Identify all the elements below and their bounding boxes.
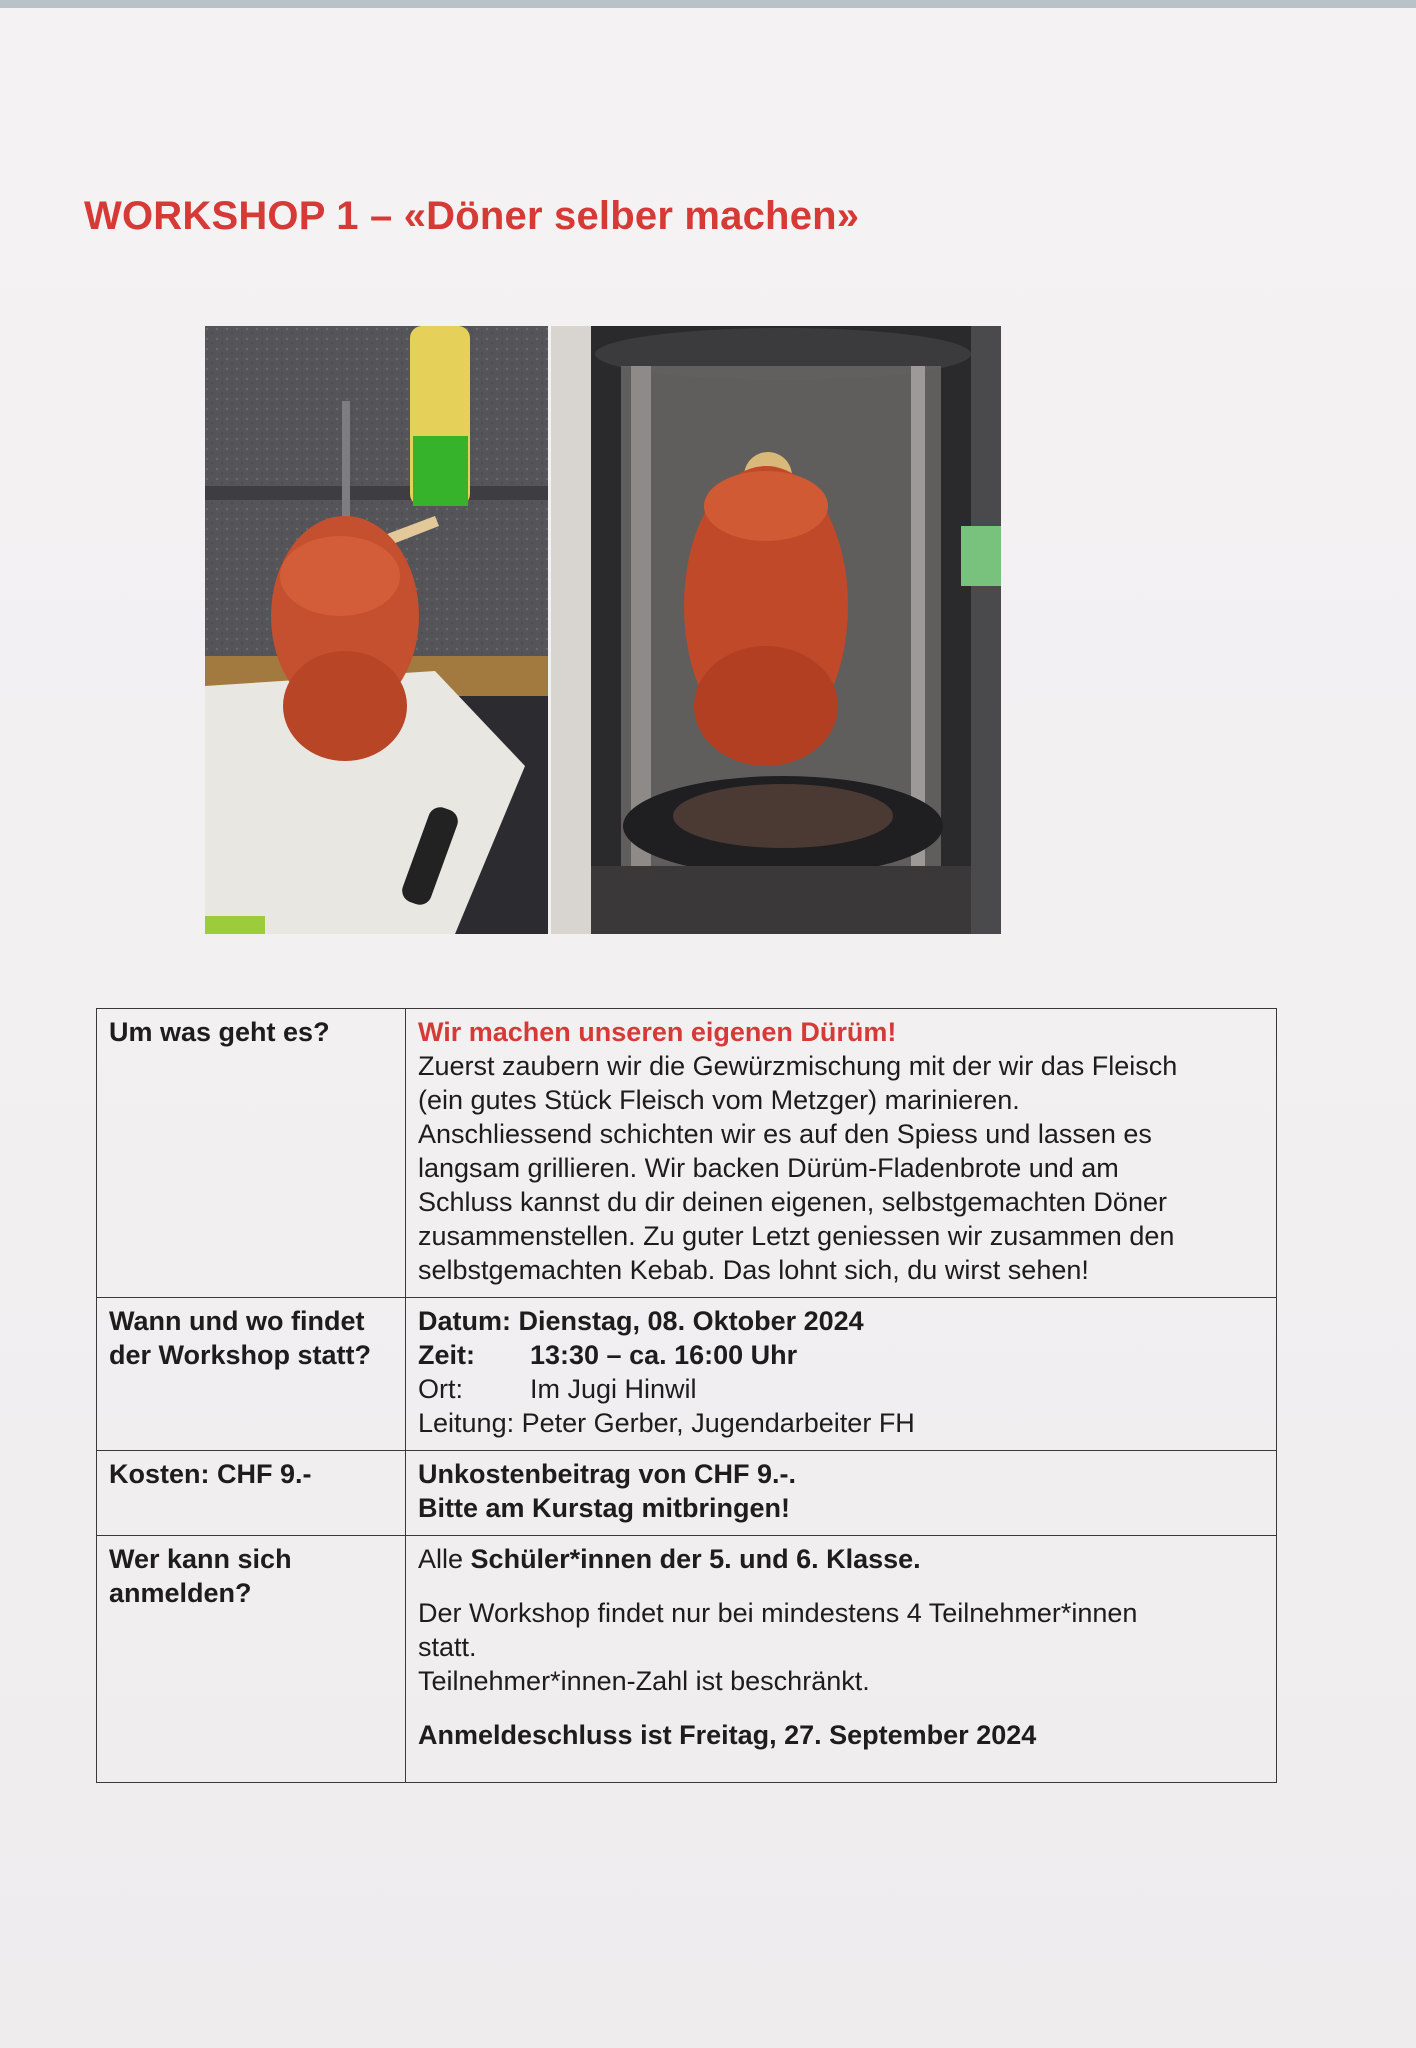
- label-costs: Kosten: CHF 9.-: [97, 1451, 406, 1536]
- minimum-line: Der Workshop findet nur bei mindestens 4 Teilnehmer*innen: [418, 1598, 1138, 1628]
- place-line: [418, 1372, 1264, 1406]
- deadline-line: Anmeldeschluss ist Freitag, 27. September 2024: [418, 1720, 1037, 1750]
- label-registration: Wer kann sich anmelden?: [97, 1536, 406, 1783]
- topic-line: Anschliessend schichten wir es auf den Spiess und lassen es: [418, 1119, 1152, 1149]
- minimum-line-2: statt.: [418, 1632, 477, 1662]
- limit-line: Teilnehmer*innen-Zahl ist beschränkt.: [418, 1666, 870, 1696]
- label-topic: Um was geht es?: [97, 1009, 406, 1298]
- topic-line: (ein gutes Stück Fleisch vom Metzger) marinieren.: [418, 1085, 1020, 1115]
- place-value: Im Jugi Hinwil: [530, 1374, 697, 1404]
- lead-line: [418, 1406, 1264, 1440]
- topic-line: zusammenstellen. Zu guter Letzt geniessen wir zusammen den: [418, 1221, 1175, 1251]
- date-line: [418, 1304, 1264, 1338]
- costs-line: Unkostenbeitrag von CHF 9.-.: [418, 1459, 797, 1489]
- costs-content: [406, 1451, 1277, 1536]
- table-row-topic: [97, 1009, 1277, 1298]
- time-line: [418, 1338, 1264, 1372]
- registration-content: [406, 1536, 1277, 1783]
- when-where-content: [406, 1298, 1277, 1451]
- time-key: Zeit:: [418, 1340, 475, 1370]
- page-title: WORKSHOP 1 – «Döner selber machen»: [84, 194, 860, 238]
- target-group-line: [418, 1542, 1264, 1576]
- topic-line: selbstgemachten Kebab. Das lohnt sich, du wirst sehen!: [418, 1255, 1089, 1285]
- lead-value: Peter Gerber, Jugendarbeiter FH: [521, 1408, 915, 1438]
- date-value: Dienstag, 08. Oktober 2024: [518, 1306, 864, 1336]
- info-table: [96, 1008, 1277, 1783]
- costs-note: Bitte am Kurstag mitbringen!: [418, 1493, 791, 1523]
- table-row-when-where: [97, 1298, 1277, 1451]
- lead-key: Leitung:: [418, 1408, 515, 1438]
- time-value: 13:30 – ca. 16:00 Uhr: [530, 1340, 798, 1370]
- topic-line: Schluss kannst du dir deinen eigenen, selbstgemachten Döner: [418, 1187, 1167, 1217]
- doener-photo-left: [205, 326, 548, 934]
- topic-headline: Wir machen unseren eigenen Dürüm!: [418, 1017, 897, 1047]
- topic-content: [406, 1009, 1277, 1298]
- target-all: Alle: [418, 1544, 464, 1574]
- table-row-registration: [97, 1536, 1277, 1783]
- topic-line: langsam grillieren. Wir backen Dürüm-Fladenbrote und am: [418, 1153, 1119, 1183]
- document-page: [0, 8, 1416, 2048]
- place-key: Ort:: [418, 1374, 463, 1404]
- topic-line: Zuerst zaubern wir die Gewürzmischung mit der wir das Fleisch: [418, 1051, 1178, 1081]
- background-strip: [0, 0, 1416, 8]
- target-group: Schüler*innen der 5. und 6. Klasse.: [470, 1544, 921, 1574]
- label-when-where: Wann und wo findet der Workshop statt?: [97, 1298, 406, 1451]
- doener-photo-right: [551, 326, 1001, 934]
- table-row-costs: [97, 1451, 1277, 1536]
- date-key: Datum:: [418, 1306, 511, 1336]
